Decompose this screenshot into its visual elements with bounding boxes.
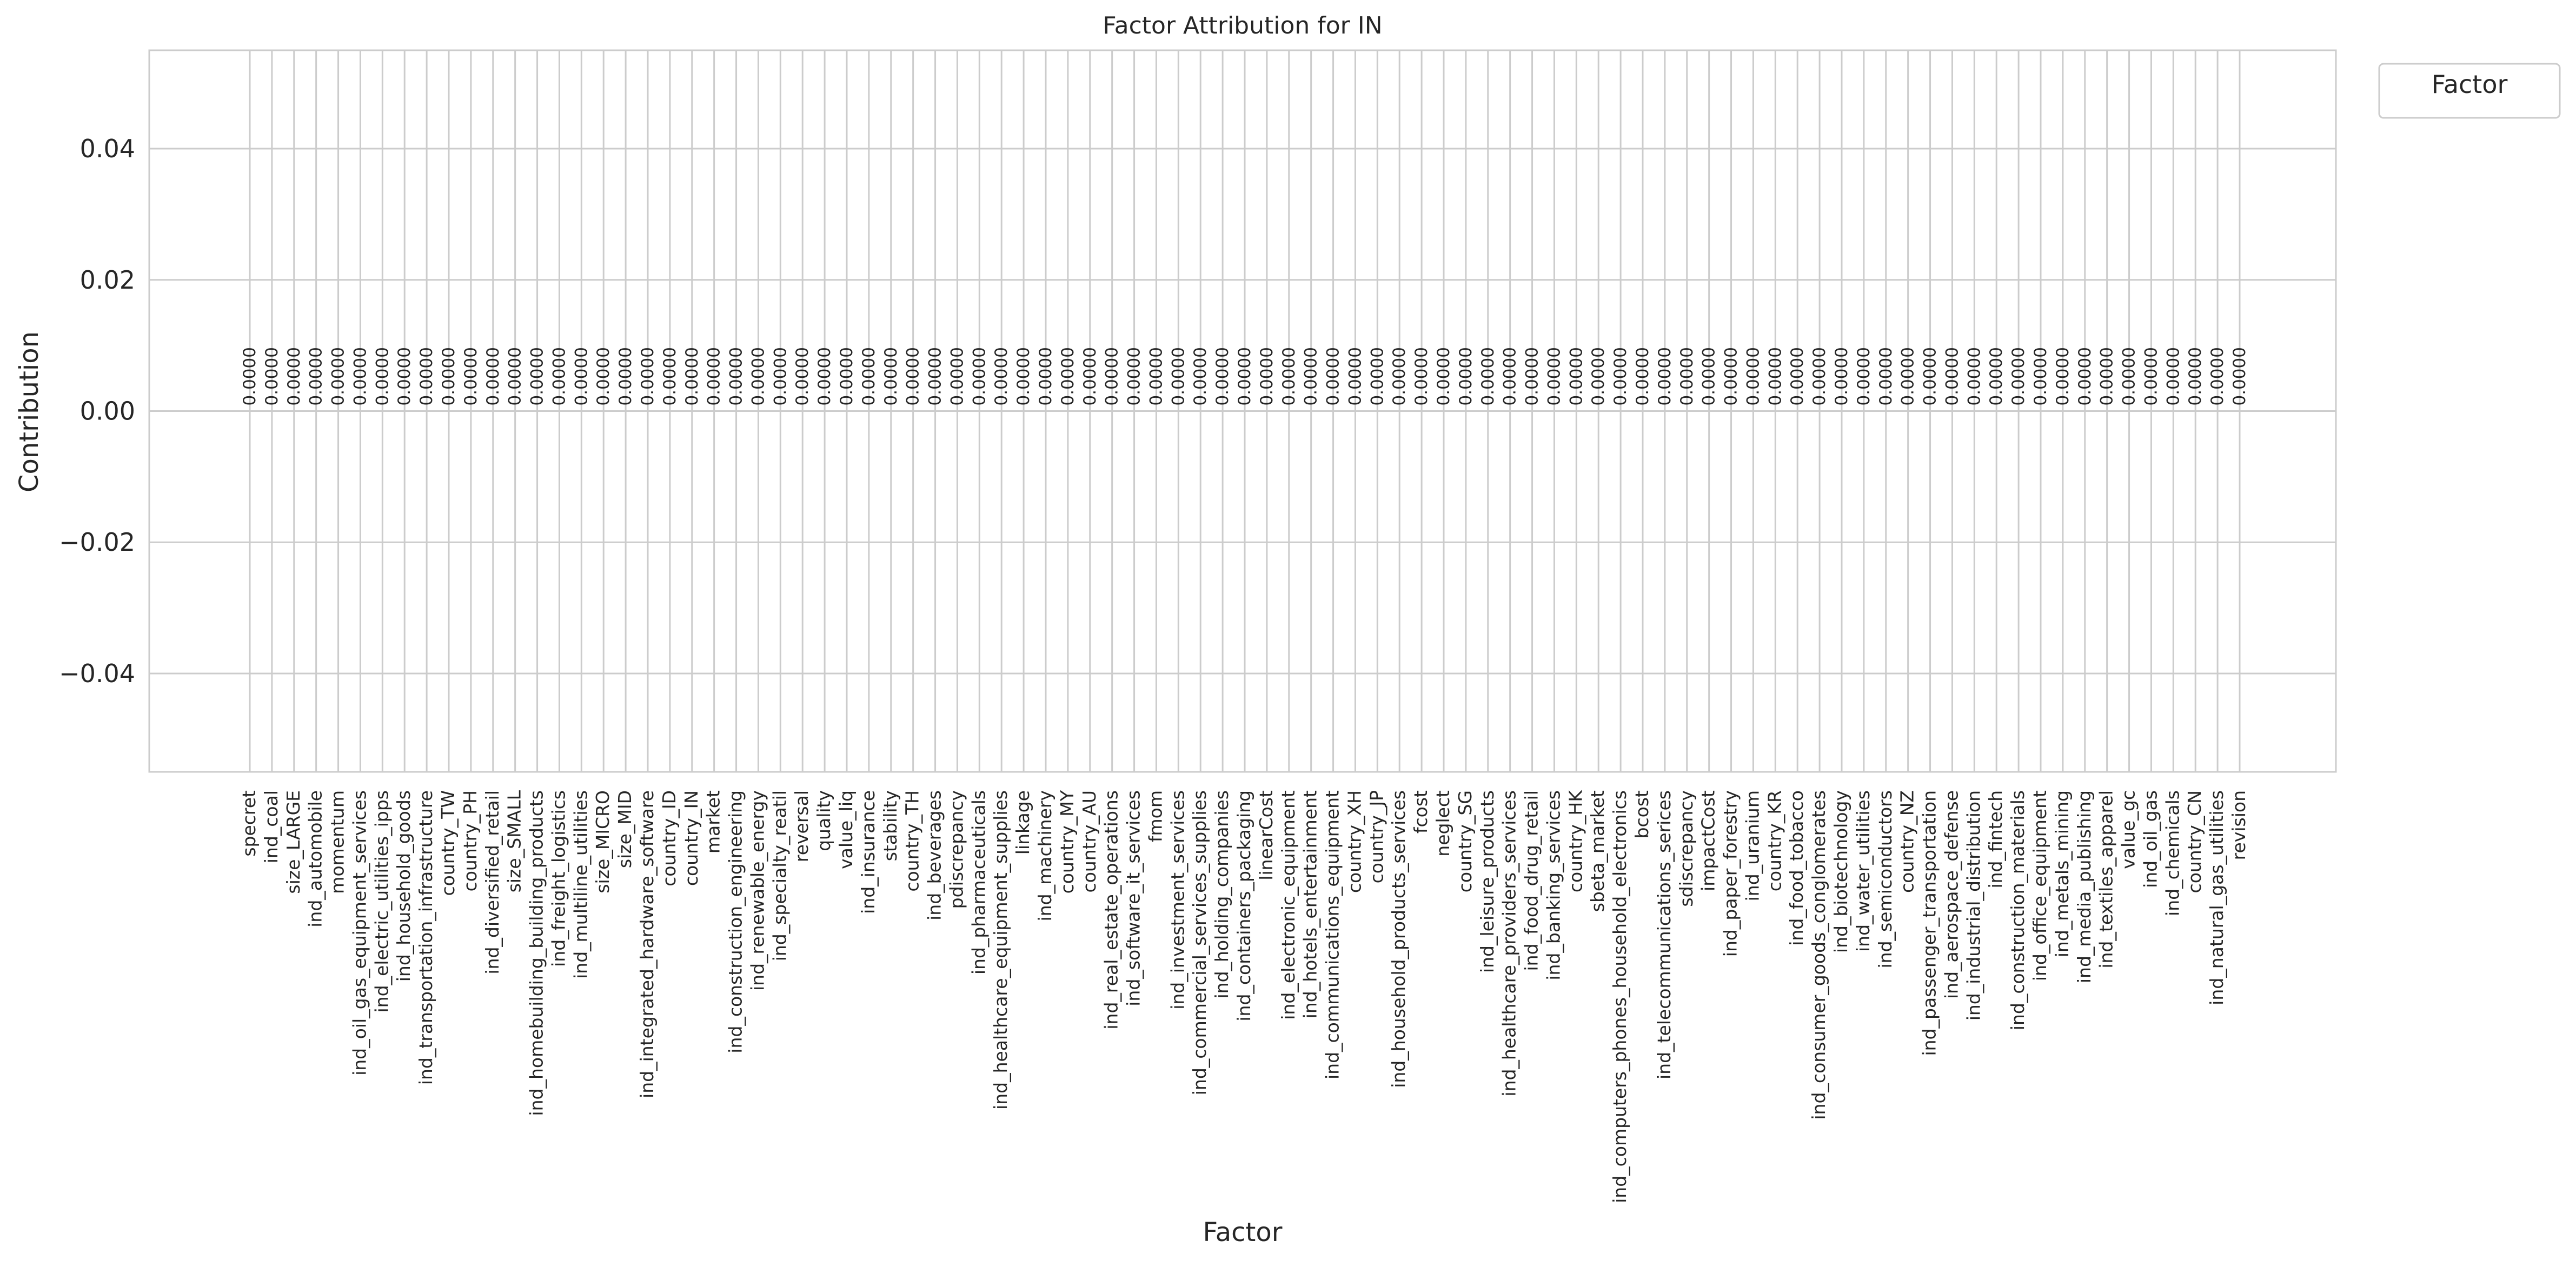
legend	[2379, 64, 2560, 118]
value-label: 0.0000	[240, 347, 260, 405]
value-label: 0.0000	[594, 347, 613, 405]
x-tick-label: ind_telecommunications_serices	[1654, 790, 1675, 1079]
x-tick-label: country_KR	[1764, 790, 1785, 891]
x-tick-label: revision	[2228, 790, 2249, 860]
value-label: 0.0000	[2141, 347, 2161, 405]
x-tick-label: ind_holding_companies	[1211, 790, 1232, 999]
x-tick-label: ind_food_drug_retail	[1521, 790, 1542, 971]
x-tick-label: momentum	[327, 790, 348, 894]
value-label: 0.0000	[1566, 347, 1586, 405]
x-tick-label: linkage	[1012, 790, 1033, 855]
value-label: 0.0000	[947, 347, 967, 405]
value-label: 0.0000	[992, 347, 1011, 405]
x-tick-label: ind_investment_services	[1167, 790, 1188, 1010]
value-label: 0.0000	[528, 347, 547, 405]
value-label: 0.0000	[705, 347, 724, 405]
value-label: 0.0000	[1367, 347, 1387, 405]
value-label: 0.0000	[461, 347, 481, 405]
x-tick-label: ind_communications_equipment	[1322, 790, 1343, 1079]
x-tick-label: ind_food_tobacco	[1786, 790, 1807, 946]
x-tick-label: size_LARGE	[283, 790, 304, 894]
value-label: 0.0000	[1633, 347, 1652, 405]
value-label: 0.0000	[881, 347, 901, 405]
value-label: 0.0000	[2075, 347, 2095, 405]
x-axis-label: Factor	[1203, 1217, 1283, 1248]
x-tick-label: country_HK	[1565, 790, 1586, 893]
value-label: 0.0000	[1036, 347, 1055, 405]
x-tick-label: ind_oil_gas_equipment_services	[349, 790, 370, 1076]
x-tick-label: ind_media_publishing	[2074, 790, 2095, 983]
x-tick-label: ind_multiline_utilities	[570, 790, 591, 979]
x-tick-label: neglect	[1432, 790, 1453, 857]
x-tick-label: ind_diversified_retail	[482, 790, 503, 975]
value-label: 0.0000	[837, 347, 857, 405]
value-label: 0.0000	[1743, 347, 1763, 405]
x-tick-label: bcost	[1631, 790, 1652, 838]
value-label: 0.0000	[1964, 347, 1984, 405]
value-label: 0.0000	[1279, 347, 1299, 405]
value-label: 0.0000	[373, 347, 392, 405]
y-tick-label: 0.04	[80, 134, 135, 163]
value-label: 0.0000	[395, 347, 414, 405]
value-label: 0.0000	[1921, 347, 1940, 405]
x-tick-label: ind_real_estate_operations	[1101, 790, 1122, 1030]
value-label: 0.0000	[815, 347, 834, 405]
value-label: 0.0000	[1722, 347, 1741, 405]
x-tick-label: value_liq	[835, 790, 857, 869]
x-tick-label: country_ID	[659, 790, 680, 886]
y-tick-label: −0.04	[59, 659, 135, 688]
value-label: 0.0000	[2031, 347, 2050, 405]
x-tick-label: linearCost	[1256, 790, 1277, 881]
value-label: 0.0000	[1412, 347, 1431, 405]
value-label: 0.0000	[307, 347, 326, 405]
x-tick-label: size_MICRO	[592, 790, 613, 893]
x-tick-label: ind_textiles_apparel	[2096, 790, 2117, 969]
value-label: 0.0000	[2097, 347, 2117, 405]
y-axis-label: Contribution	[14, 331, 44, 492]
x-tick-label: ind_software_it_services	[1123, 790, 1144, 1006]
x-tick-label: ind_oil_gas	[2140, 790, 2161, 888]
x-tick-label: country_IN	[681, 790, 702, 886]
x-tick-label: ind_machinery	[1034, 790, 1055, 921]
x-tick-label: ind_biotechnology	[1830, 790, 1851, 953]
value-label: 0.0000	[1080, 347, 1100, 405]
x-tick-label: ind_semiconductors	[1875, 790, 1896, 968]
x-tick-label: ind_specialty_reatil	[769, 790, 790, 961]
value-label: 0.0000	[1655, 347, 1675, 405]
value-label: 0.0000	[1125, 347, 1144, 405]
value-label: 0.0000	[1324, 347, 1343, 405]
value-label: 0.0000	[572, 347, 591, 405]
y-tick-label: 0.02	[80, 265, 135, 295]
x-tick-label: ind_leisure_products	[1477, 790, 1498, 973]
x-tick-label: ind_healthcare_providers_services	[1499, 790, 1520, 1097]
value-label: 0.0000	[793, 347, 812, 405]
value-label: 0.0000	[660, 347, 680, 405]
value-label: 0.0000	[771, 347, 790, 405]
value-label: 0.0000	[1501, 347, 1520, 405]
value-label: 0.0000	[1898, 347, 1918, 405]
value-label: 0.0000	[1765, 347, 1785, 405]
value-label: 0.0000	[2009, 347, 2028, 405]
x-tick-label: size_SMALL	[504, 790, 525, 892]
x-tick-label: country_MY	[1057, 790, 1078, 893]
legend-title: Factor	[2432, 70, 2508, 99]
x-tick-label: ind_electronic_equipment	[1278, 790, 1299, 1020]
value-label: 0.0000	[1191, 347, 1210, 405]
value-label: 0.0000	[284, 347, 304, 405]
value-label: 0.0000	[329, 347, 348, 405]
value-label: 0.0000	[1523, 347, 1542, 405]
x-tick-label: country_CN	[2184, 790, 2205, 893]
value-label: 0.0000	[1810, 347, 1829, 405]
x-tick-label: ind_consumer_goods_conglomerates	[1808, 790, 1829, 1120]
x-tick-label: country_NZ	[1897, 790, 1918, 893]
x-tick-label: ind_construction_engineering	[725, 790, 746, 1053]
x-tick-label: ind_coal	[261, 790, 282, 863]
value-label: 0.0000	[1146, 347, 1166, 405]
value-label: 0.0000	[2053, 347, 2073, 405]
value-label: 0.0000	[859, 347, 879, 405]
x-tick-label: country_PH	[460, 790, 481, 891]
x-tick-label: fcost	[1410, 790, 1431, 833]
x-tick-label: ind_healthcare_equipment_supplies	[990, 790, 1011, 1110]
x-tick-label: sbeta_market	[1587, 790, 1608, 912]
x-tick-label: ind_electric_utilities_ipps	[371, 790, 392, 1013]
value-label: 0.0000	[1942, 347, 1962, 405]
x-tick-label: sdiscrepancy	[1676, 790, 1697, 907]
x-tick-label: ind_metals_mining	[2051, 790, 2073, 957]
value-label: 0.0000	[926, 347, 945, 405]
y-tick-label: −0.02	[59, 528, 135, 557]
x-tick-label: ind_renewable_energy	[747, 790, 768, 991]
value-label: 0.0000	[2163, 347, 2183, 405]
value-label: 0.0000	[2208, 347, 2227, 405]
value-label: 0.0000	[616, 347, 635, 405]
value-label: 0.0000	[682, 347, 702, 405]
x-tick-label: ind_hotels_entertainment	[1300, 790, 1321, 1018]
x-tick-label: ind_household_products_services	[1388, 790, 1409, 1088]
value-label: 0.0000	[417, 347, 436, 405]
x-tick-label: ind_containers_packaging	[1233, 790, 1254, 1022]
x-tick-label: size_MID	[614, 790, 635, 868]
value-label: 0.0000	[1854, 347, 1874, 405]
value-label: 0.0000	[1876, 347, 1896, 405]
value-label: 0.0000	[439, 347, 459, 405]
value-label: 0.0000	[1788, 347, 1807, 405]
x-tick-label: ind_banking_services	[1543, 790, 1564, 981]
x-tick-label: specret	[238, 790, 260, 857]
value-label: 0.0000	[1257, 347, 1277, 405]
value-label: 0.0000	[1478, 347, 1498, 405]
x-tick-label: country_AU	[1079, 790, 1100, 892]
x-tick-label: ind_construction_materials	[2007, 790, 2028, 1030]
value-label: 0.0000	[1832, 347, 1851, 405]
value-label: 0.0000	[1345, 347, 1365, 405]
x-tick-label: quality	[813, 790, 834, 851]
value-label: 0.0000	[1169, 347, 1188, 405]
x-tick-label: ind_natural_gas_utilities	[2206, 790, 2227, 1005]
value-label: 0.0000	[1434, 347, 1453, 405]
x-tick-label: ind_passenger_transportation	[1919, 790, 1940, 1056]
x-tick-label: ind_pharmaceuticals	[968, 790, 989, 975]
x-tick-label: country_TH	[902, 790, 923, 892]
value-label: 0.0000	[1014, 347, 1033, 405]
x-tick-label: ind_insurance	[858, 790, 879, 914]
x-tick-label: ind_transportation_infrastructure	[415, 790, 436, 1085]
value-label: 0.0000	[1456, 347, 1476, 405]
x-tick-label: ind_fintech	[1985, 790, 2006, 889]
x-tick-label: value_gc	[2118, 790, 2139, 869]
value-label: 0.0000	[1589, 347, 1608, 405]
value-label: 0.0000	[748, 347, 768, 405]
y-tick-label: 0.00	[80, 397, 135, 426]
value-label: 0.0000	[1213, 347, 1232, 405]
value-label: 0.0000	[1987, 347, 2006, 405]
value-label: 0.0000	[350, 347, 370, 405]
x-tick-label: ind_water_utilities	[1853, 790, 1874, 952]
x-tick-label: country_SG	[1455, 790, 1476, 892]
value-label: 0.0000	[1390, 347, 1409, 405]
x-tick-label: ind_computers_phones_household_electronics	[1609, 790, 1630, 1203]
chart-title: Factor Attribution for IN	[1103, 12, 1382, 39]
value-labels	[240, 347, 2249, 405]
x-tick-label: ind_paper_forestry	[1720, 790, 1741, 957]
value-label: 0.0000	[483, 347, 503, 405]
value-label: 0.0000	[262, 347, 282, 405]
value-label: 0.0000	[2186, 347, 2205, 405]
value-label: 0.0000	[1544, 347, 1564, 405]
value-label: 0.0000	[1235, 347, 1254, 405]
value-label: 0.0000	[638, 347, 658, 405]
x-tick-label: ind_household_goods	[393, 790, 414, 982]
value-label: 0.0000	[1302, 347, 1321, 405]
x-tick-label: ind_aerospace_defense	[1941, 790, 1962, 999]
x-tick-label: stability	[880, 790, 901, 861]
x-tick-label: market	[703, 790, 724, 853]
x-tick-label: ind_integrated_hardware_software	[636, 790, 658, 1098]
value-label: 0.0000	[506, 347, 525, 405]
value-label: 0.0000	[1699, 347, 1719, 405]
value-label: 0.0000	[904, 347, 923, 405]
value-label: 0.0000	[1103, 347, 1122, 405]
value-label: 0.0000	[1677, 347, 1697, 405]
x-tick-label: reversal	[791, 790, 812, 862]
x-tick-label: ind_industrial_distribution	[1963, 790, 1984, 1021]
x-tick-label: ind_chemicals	[2162, 790, 2183, 916]
x-tick-label: pdiscrepancy	[946, 790, 967, 909]
x-tick-label: ind_beverages	[924, 790, 945, 921]
x-tick-label: country_JP	[1366, 790, 1387, 883]
x-tick-label: country_TW	[437, 790, 459, 896]
value-label: 0.0000	[727, 347, 746, 405]
x-tick-label: ind_office_equipment	[2029, 790, 2050, 981]
x-tick-label: ind_commercial_services_supplies	[1189, 790, 1210, 1095]
value-label: 0.0000	[970, 347, 989, 405]
x-tick-label: impactCost	[1698, 790, 1719, 891]
x-tick-label: ind_automobile	[305, 790, 326, 928]
value-label: 0.0000	[2230, 347, 2249, 405]
value-label: 0.0000	[1611, 347, 1630, 405]
x-tick-label: country_XH	[1344, 790, 1365, 893]
x-tick-label: ind_freight_logistics	[548, 790, 569, 967]
x-tick-label: ind_homebuilding_building_products	[526, 790, 547, 1116]
x-tick-label: fmom	[1145, 790, 1166, 842]
value-label: 0.0000	[1058, 347, 1078, 405]
value-label: 0.0000	[2120, 347, 2139, 405]
value-label: 0.0000	[549, 347, 569, 405]
x-tick-label: ind_uranium	[1742, 790, 1763, 901]
